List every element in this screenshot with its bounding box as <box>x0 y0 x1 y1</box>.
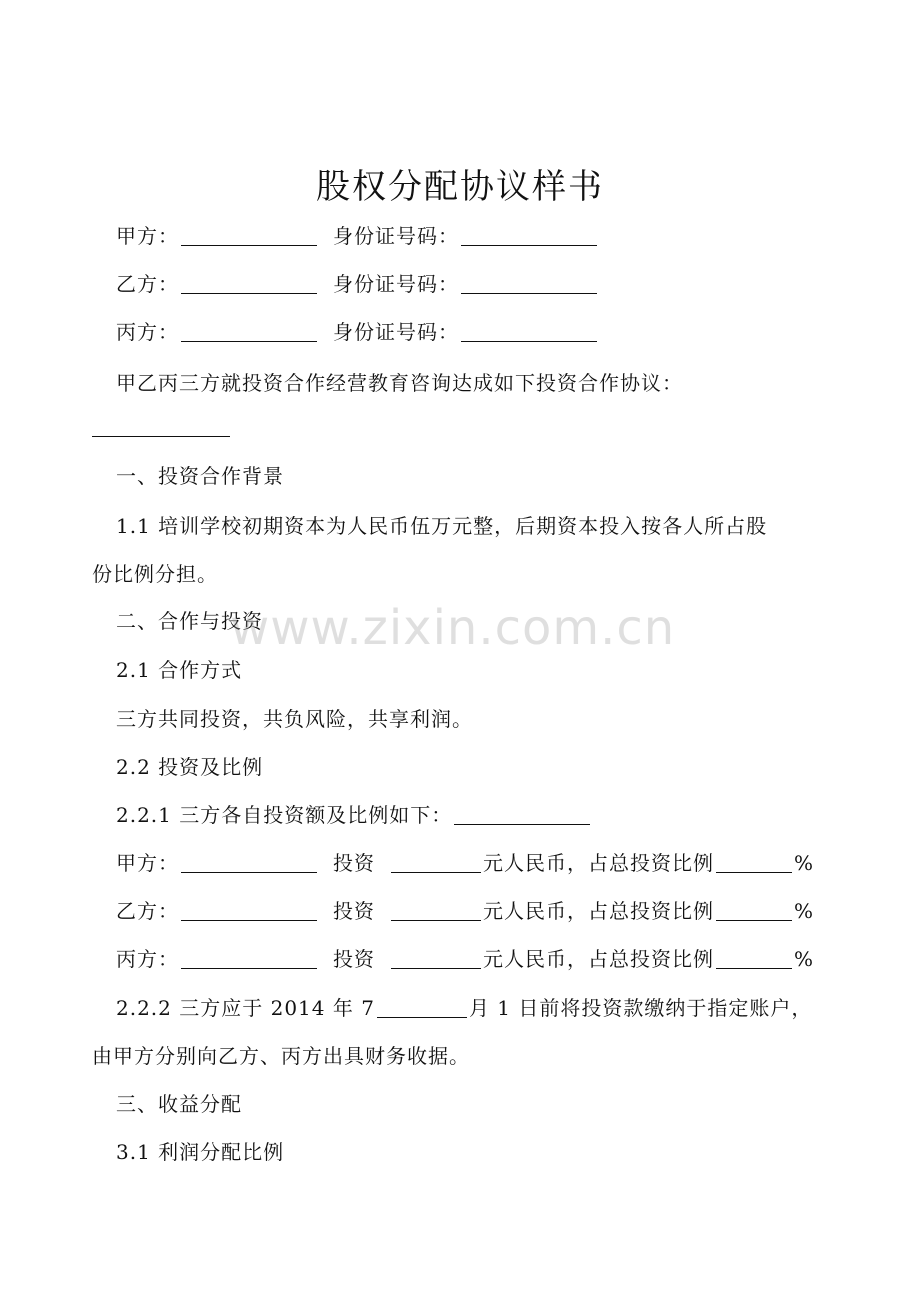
party-row-b <box>116 269 599 299</box>
id-label: 身份证号码： <box>333 320 459 344</box>
party-row-c <box>116 317 599 347</box>
document-title: 股权分配协议样书 <box>316 167 604 207</box>
section-1-heading: 一、投资合作背景 <box>116 464 284 488</box>
section-2-heading: 二、合作与投资 <box>116 609 263 633</box>
invest-label: 投资 <box>333 899 375 923</box>
percent-blank <box>716 852 792 873</box>
watermark: www.zixin.com.cn <box>230 600 676 656</box>
clause-2-2-1-text: 2.2.1 三方各自投资额及比例如下： <box>116 803 453 827</box>
party-label: 乙方： <box>116 899 179 923</box>
currency-text: 元人民币，占总投资比例 <box>483 851 714 875</box>
blank-line <box>454 804 590 825</box>
name-blank <box>181 852 317 873</box>
invest-label: 投资 <box>333 947 375 971</box>
invest-row-b <box>116 896 814 926</box>
invest-row-c <box>116 944 814 974</box>
clause-1-1-line2: 份比例分担。 <box>92 562 218 586</box>
month-blank <box>377 997 467 1018</box>
name-blank <box>181 225 317 246</box>
invest-row-a <box>116 848 814 878</box>
percent-blank <box>716 948 792 969</box>
percent-sign: % <box>794 947 815 971</box>
section-3-heading: 三、收益分配 <box>116 1092 242 1116</box>
clause-2-2-1 <box>116 800 592 830</box>
id-blank <box>461 225 597 246</box>
currency-text: 元人民币，占总投资比例 <box>483 947 714 971</box>
amount-blank <box>391 948 481 969</box>
name-blank <box>181 273 317 294</box>
short-blank-line <box>92 436 230 437</box>
party-label: 乙方： <box>116 272 179 296</box>
invest-label: 投资 <box>333 851 375 875</box>
id-blank <box>461 321 597 342</box>
id-label: 身份证号码： <box>333 224 459 248</box>
clause-2-2-heading: 2.2 投资及比例 <box>116 755 264 779</box>
name-blank <box>181 321 317 342</box>
clause-1-1-line1: 1.1 培训学校初期资本为人民币伍万元整，后期资本投入按各人所占股 <box>116 514 768 538</box>
id-label: 身份证号码： <box>333 272 459 296</box>
name-blank <box>181 948 317 969</box>
clause-2-2-2-pre: 2.2.2 三方应于 2014 年 7 <box>116 996 375 1020</box>
party-label: 甲方： <box>116 851 179 875</box>
id-blank <box>461 273 597 294</box>
clause-2-2-2-line1 <box>116 993 812 1023</box>
clause-3-1-heading: 3.1 利润分配比例 <box>116 1140 285 1164</box>
amount-blank <box>391 900 481 921</box>
name-blank <box>181 900 317 921</box>
party-label: 甲方： <box>116 224 179 248</box>
percent-sign: % <box>794 899 815 923</box>
party-label: 丙方： <box>116 320 179 344</box>
clause-2-2-2-post: 月 1 日前将投资款缴纳于指定账户， <box>468 996 813 1020</box>
clause-2-2-2-line2: 由甲方分别向乙方、丙方出具财务收据。 <box>92 1044 470 1068</box>
party-row-a <box>116 221 599 251</box>
amount-blank <box>391 852 481 873</box>
percent-sign: % <box>794 851 815 875</box>
clause-2-1-text: 三方共同投资，共负风险，共享利润。 <box>116 707 473 731</box>
percent-blank <box>716 900 792 921</box>
party-label: 丙方： <box>116 947 179 971</box>
currency-text: 元人民币，占总投资比例 <box>483 899 714 923</box>
intro-paragraph: 甲乙丙三方就投资合作经营教育咨询达成如下投资合作协议： <box>116 371 683 395</box>
clause-2-1-heading: 2.1 合作方式 <box>116 658 243 682</box>
